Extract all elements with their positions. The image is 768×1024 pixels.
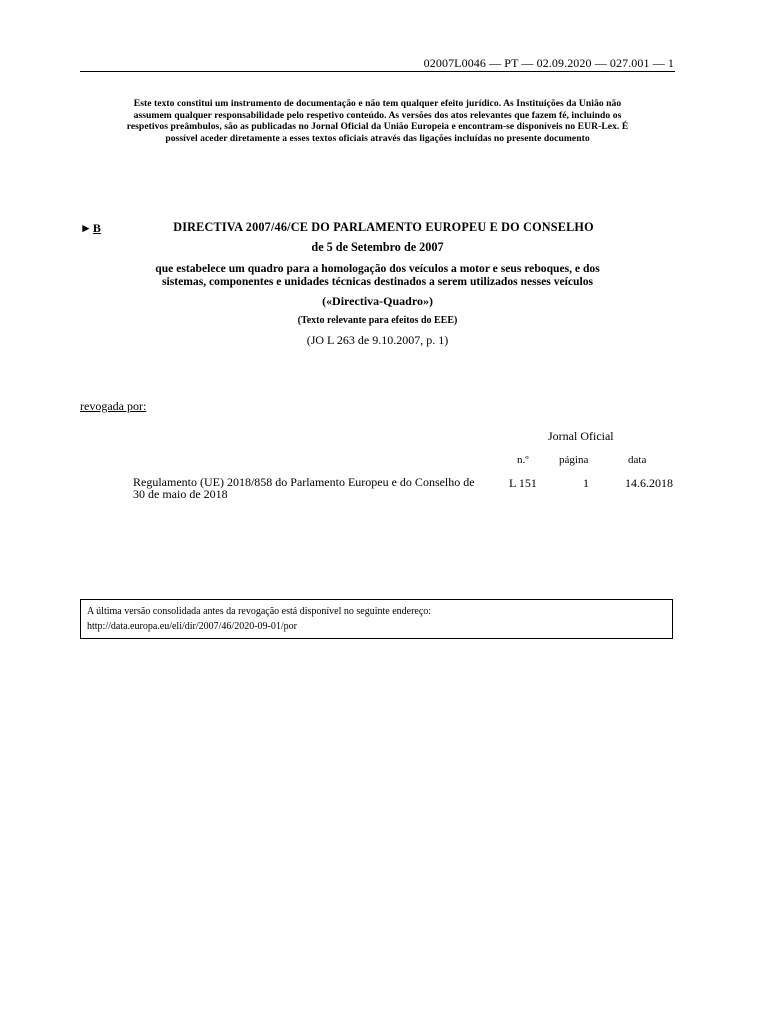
document-short-title: («Directiva-Quadro») (322, 294, 433, 308)
repealing-act-line: Regulamento (UE) 2018/858 do Parlamento Europeu e do Conselho de (133, 475, 475, 489)
legal-disclaimer (80, 98, 675, 144)
official-journal-caption: Jornal Oficial (548, 429, 614, 443)
eee-relevance-note: (Texto relevante para efeitos do EEE) (297, 315, 458, 326)
document-date: de 5 de Setembro de 2007 (311, 240, 444, 254)
notice-text: A última versão consolidada antes da revogação está disponível no seguinte endereço: (87, 606, 432, 617)
consolidated-version-notice (80, 599, 673, 639)
subject-line: que estabelece um quadro para a homologação dos veículos a motor e seus reboques, e dos (155, 262, 600, 275)
document-reference-header: 02007L0046 — PT — 02.09.2020 — 027.001 — 1 (423, 56, 674, 70)
disclaimer-line: assumem qualquer responsabilidade pelo respetivo conteúdo. As versões dos atos relevantes que fazem fé, incluindo os (133, 109, 622, 121)
official-journal-reference: (JO L 263 de 9.10.2007, p. 1) (306, 333, 449, 347)
repealing-act-date: 14.6.2018 (625, 476, 673, 490)
document-title: DIRECTIVA 2007/46/CE DO PARLAMENTO EUROPEU E DO CONSELHO (173, 220, 594, 234)
disclaimer-line: possível aceder diretamente a esses textos oficiais através das ligações incluídas no presente documento (165, 132, 590, 144)
repealing-act-number: L 151 (509, 476, 537, 490)
disclaimer-line: respetivos preâmbulos, são as publicadas no Jornal Oficial da União Europeia e encontram-se disponíveis no EUR-Lex. É (126, 121, 629, 132)
column-header-date: data (628, 454, 647, 466)
repealing-act-line: 30 de maio de 2018 (133, 487, 228, 501)
repealed-by-label: revogada por: (80, 399, 147, 413)
subject-line: sistemas, componentes e unidades técnicas destinados a serem utilizados nesses veículos (161, 275, 593, 288)
marker-letter-link[interactable]: B (92, 221, 101, 235)
column-header-number: n.º (517, 454, 529, 466)
right-pointer-icon: ► (80, 221, 92, 235)
column-header-page: página (559, 454, 589, 466)
header-divider (80, 71, 675, 72)
repealing-act-description (133, 476, 503, 500)
disclaimer-line: Este texto constitui um instrumento de documentação e não tem qualquer efeito jurídico. As Instituições da União não (133, 98, 622, 109)
document-subject (80, 262, 675, 288)
consolidated-version-link[interactable]: http://data.europa.eu/eli/dir/2007/46/2020-09-01/por (87, 621, 297, 632)
repealing-act-page: 1 (583, 476, 589, 490)
